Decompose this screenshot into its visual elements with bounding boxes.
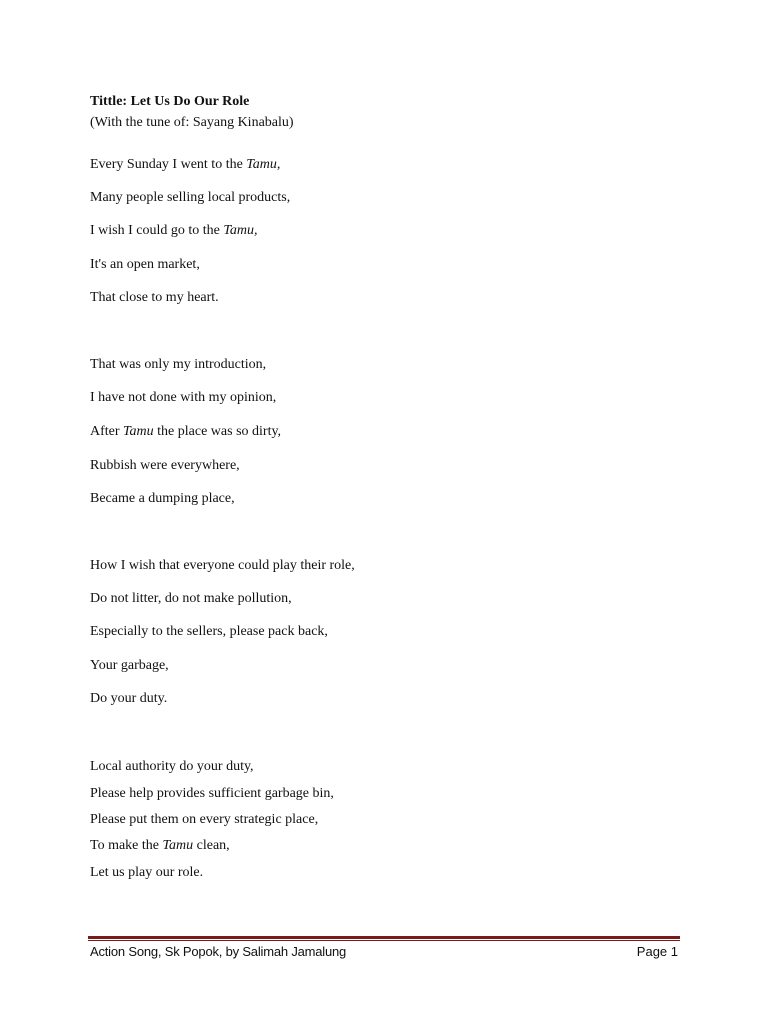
lyric-line: Please put them on every strategic place, [90, 812, 319, 827]
lyric-line: Became a dumping place, [90, 491, 235, 506]
lyric-line: Especially to the sellers, please pack back, [90, 624, 328, 639]
lyric-line: Let us play our role. [90, 865, 204, 880]
footer-divider-thin [88, 940, 680, 941]
song-subtitle: (With the tune of: Sayang Kinabalu) [90, 115, 294, 130]
page-number: Page 1 [636, 944, 678, 959]
footer-credit: Action Song, Sk Popok, by Salimah Jamalung [90, 944, 347, 959]
lyric-line: I wish I could go to the Tamu, [90, 223, 258, 238]
lyric-line: That was only my introduction, [90, 357, 267, 372]
lyric-line: How I wish that everyone could play their role, [90, 558, 355, 573]
lyric-line: Every Sunday I went to the Tamu, [90, 157, 281, 172]
lyric-line: It's an open market, [90, 257, 200, 272]
lyric-line: Local authority do your duty, [90, 759, 254, 774]
song-title: Tittle: Let Us Do Our Role [90, 94, 250, 109]
lyric-line: Do not litter, do not make pollution, [90, 591, 292, 606]
lyric-line: To make the Tamu clean, [90, 838, 230, 853]
lyric-line: Many people selling local products, [90, 190, 291, 205]
lyric-line: After Tamu the place was so dirty, [90, 424, 282, 439]
lyric-line: Rubbish were everywhere, [90, 458, 240, 473]
lyric-line: That close to my heart. [90, 290, 219, 305]
footer-divider-thick [88, 936, 680, 939]
lyric-line: I have not done with my opinion, [90, 390, 277, 405]
lyric-line: Do your duty. [90, 691, 168, 706]
lyric-line: Please help provides sufficient garbage bin, [90, 786, 334, 801]
lyric-line: Your garbage, [90, 658, 169, 673]
